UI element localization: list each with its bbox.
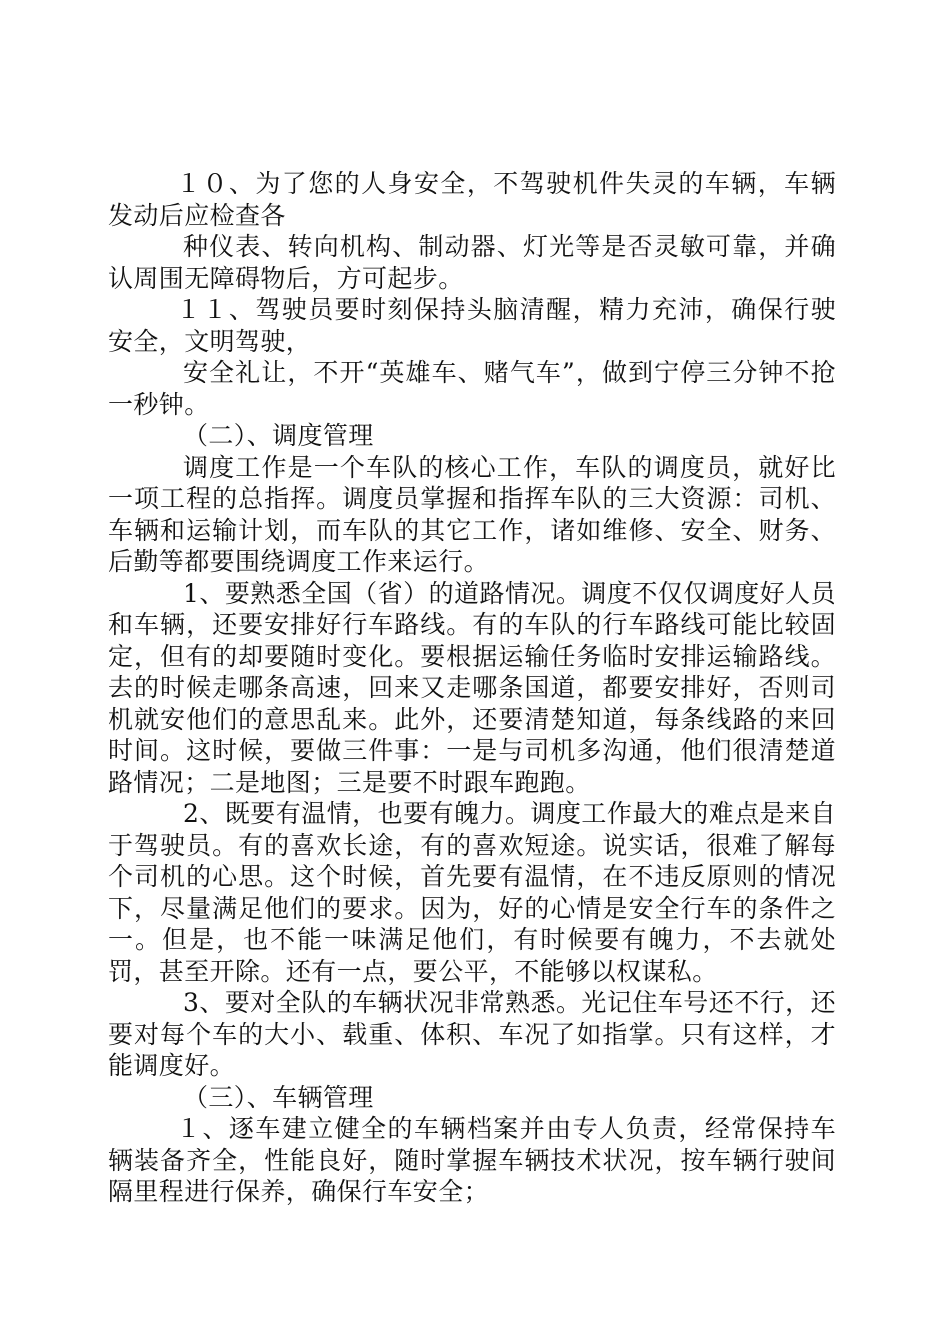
paragraph-item-11-continued: 安全礼让，不开“英雄车、赌气车”，做到宁停三分钟不抢一秒钟。 (108, 358, 836, 419)
paragraph-dispatch-intro: 调度工作是一个车队的核心工作，车队的调度员，就好比一项工程的总指挥。调度员掌握和指挥车队的三大资源：司机、车辆和运输计划，而车队的其它工作，诸如维修、安全、财务、后勤等都要围绕调度工作来运行。 (108, 452, 836, 576)
section-heading-dispatch: （二）、调度管理 (183, 421, 374, 450)
document-body (108, 168, 836, 1208)
paragraph-dispatch-2: 2、既要有温情，也要有魄力。调度工作最大的难点是来自于驾驶员。有的喜欢长途，有的喜欢短途。说实话，很难了解每个司机的心思。这个时候，首先要有温情，在不违反原则的情况下，尽量满足他们的要求。因为，好的心情是安全行车的条件之一。但是，也不能一味满足他们，有时候要有魄力，不去就处罚，甚至开除。还有一点，要公平，不能够以权谋私。 (108, 799, 836, 986)
paragraph-vehicle-1: １、逐车建立健全的车辆档案并由专人负责，经常保持车辆装备齐全，性能良好，随时掌握车辆技术状况，按车辆行驶间隔里程进行保养，确保行车安全； (108, 1114, 836, 1206)
paragraph-item-11: １１、驾驶员要时刻保持头脑清醒，精力充沛，确保行驶安全，文明驾驶， (108, 295, 836, 356)
paragraph-dispatch-1: 1、要熟悉全国（省）的道路情况。调度不仅仅调度好人员和车辆，还要安排好行车路线。有的车队的行车路线可能比较固定，但有的却要随时变化。要根据运输任务临时安排运输路线。去的时候走哪条高速，回来又走哪条国道，都要安排好，否则司机就安他们的意思乱来。此外，还要清楚知道，每条线路的来回时间。这时候，要做三件事：一是与司机多沟通，他们很清楚道路情况；二是地图；三是要不时跟车跑跑。 (108, 578, 836, 797)
paragraph-item-10-continued: 种仪表、转向机构、制动器、灯光等是否灵敏可靠，并确认周围无障碍物后，方可起步。 (108, 232, 836, 293)
paragraph-item-10: １０、为了您的人身安全，不驾驶机件失灵的车辆，车辆发动后应检查各 (108, 169, 836, 230)
paragraph-dispatch-3: 3、要对全队的车辆状况非常熟悉。光记住车号还不行，还要对每个车的大小、载重、体积、车况了如指掌。只有这样，才能调度好。 (108, 988, 836, 1080)
section-heading-vehicle: （三）、车辆管理 (183, 1082, 374, 1112)
